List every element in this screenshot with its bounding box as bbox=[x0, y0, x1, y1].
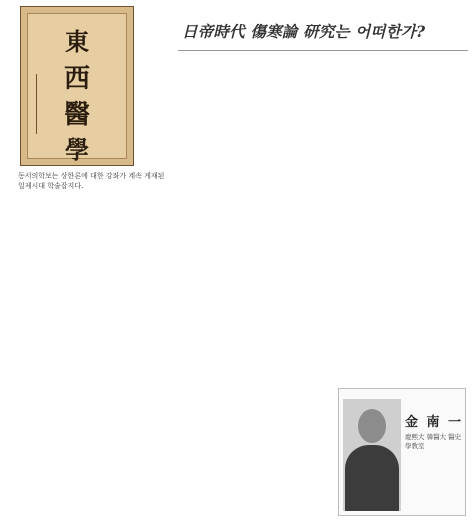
author-portrait bbox=[343, 399, 401, 511]
cover-side-text bbox=[36, 74, 45, 134]
journal-cover-photo bbox=[20, 6, 134, 166]
portrait-head bbox=[358, 409, 386, 443]
title-rule bbox=[178, 50, 468, 51]
portrait-body bbox=[345, 445, 399, 511]
article-column-3 bbox=[324, 66, 470, 386]
author-name: 金 南 一 bbox=[405, 415, 464, 430]
cover-character: 東 bbox=[65, 27, 89, 56]
article-column-2 bbox=[170, 66, 316, 514]
author-box bbox=[338, 388, 466, 516]
author-affiliation: 慶熙大 韓醫大 醫史學敎室 bbox=[405, 433, 462, 450]
cover-character: 西 bbox=[63, 64, 91, 94]
journal-cover bbox=[27, 13, 127, 164]
page-title: 日帝時代 傷寒論 研究는 어떠한가? bbox=[182, 22, 426, 41]
article-column-1 bbox=[6, 202, 162, 518]
photo-caption: 동서의학보는 상한론에 대한 강좌가 계속 게재된 일제시대 학술잡지다. bbox=[18, 172, 165, 190]
cover-character: 學 bbox=[65, 135, 89, 164]
cover-character: 醫 bbox=[63, 100, 91, 130]
